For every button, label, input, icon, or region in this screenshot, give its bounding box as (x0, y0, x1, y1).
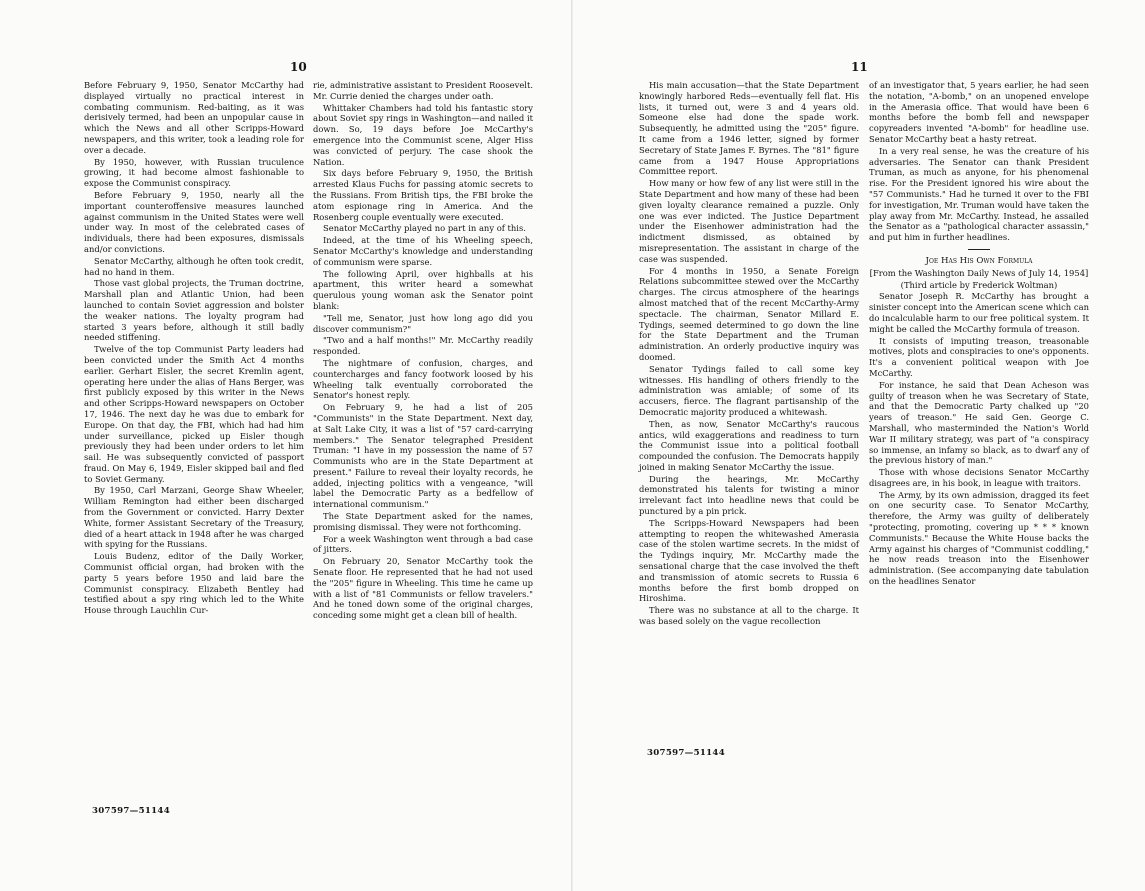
page-number-left: 10 (290, 60, 307, 74)
paragraph: There was no substance at all to the charge. It was based solely on the vague recollection (639, 605, 859, 627)
paragraph: Then, as now, Senator McCarthy's raucous antics, wild exaggerations and readiness to turn the Communist issue into a political football compounded the confusion. The Democrats happily joined in making Senator McCarthy the issue. (639, 418, 859, 472)
paragraph: Before February 9, 1950, Senator McCarthy had displayed virtually no practical interest in combating communism. Red-baiting, as it was derisively termed, had been an unpopular cause in which the News and all other Scripps-Howard newspapers, and this writer, took a leading role for over a decade. (84, 80, 304, 155)
paragraph: By 1950, Carl Marzani, George Shaw Wheeler, William Remington had either been discharged from the Government or convicted. Harry Dexter White, former Assistant Secretary of the Treasury, died of a heart attack in 1948 after he was charged with spying for the Russians. (84, 485, 304, 550)
paragraph: The nightmare of confusion, charges, and countercharges and fancy footwork loosed by his Wheeling talk eventually corroborated the Senator's honest reply. (313, 357, 533, 401)
paragraph: Whittaker Chambers had told his fantastic story about Soviet spy rings in Washington—and nailed it down. So, 19 days before Joe McCarthy's emergence into the Communist scene, Alger Hiss was convicted of perjury. The case shook the Nation. (313, 102, 533, 167)
left-page (0, 0, 572, 891)
paragraph: The Scripps-Howard Newspapers had been attempting to reopen the whitewashed Amerasia case of the stolen wartime secrets. In the midst of the Tydings inquiry, Mr. McCarthy made the sensational charge that the case involved the theft and transmission of atomic secrets to Russia 6 months before the first bomb dropped on Hiroshima. (639, 517, 859, 604)
article-source: [From the Washington Daily News of July 14, 1954] (869, 267, 1089, 278)
paragraph: During the hearings, Mr. McCarthy demonstrated his talents for twisting a minor irrelevant fact into headline news that could be punctured by a pin prick. (639, 473, 859, 517)
page-number-right: 11 (851, 60, 868, 74)
paragraph: Senator McCarthy played no part in any of this. (323, 223, 526, 234)
paragraph: The State Department asked for the names, promising dismissal. They were not forthcoming. (313, 511, 533, 532)
paragraph: In a very real sense, he was the creature of his adversaries. The Senator can thank President Truman, as much as anyone, for his phenomenal rise. For the President ignored his wire about the "57 Communists." Had he turned it over to the FBI for investigation, Mr. Truman would have taken the play away from Mr. McCarthy. Instead, he assailed the Senator as a "pathological character assassin," and put him in further headlines. (869, 145, 1089, 243)
print-signature-left: 307597—51144 (92, 806, 170, 816)
right-page-column-1 (639, 80, 859, 628)
paragraph: It consists of imputing treason, treasonable motives, plots and conspiracies to one's opponents. It's a convenient political weapon with Joe McCarthy. (869, 335, 1089, 378)
paragraph: Six days before February 9, 1950, the British arrested Klaus Fuchs for passing atomic secrets to the Russians. From British tips, the FBI broke the atom espionage ring in America. And the Rosenberg couple eventually were executed. (313, 168, 533, 222)
paragraph: Those vast global projects, the Truman doctrine, Marshall plan and Atlantic Union, had been launched to contain Soviet aggression and bolster the weaker nations. The loyalty program had started 3 years before, although it still badly needed stiffening. (84, 278, 304, 343)
paragraph: On February 9, he had a list of 205 "Communists" in the State Department. Next day, at Salt Lake City, it was a list of "57 card-carrying members." The Senator telegraphed President Truman: "I have in my possession the name of 57 Communists who are in the State Department at present." Failure to reveal their loyalty records, he added, injecting politics with a vengeance, "will label the Democratic Party as a bedfellow of international communism." (313, 402, 533, 510)
paragraph: Twelve of the top Communist Party leaders had been convicted under the Smith Act 4 months earlier. Gerhart Eisler, the secret Kremlin agent, operating here under the alias of Hans Berger, was first publicly exposed by this writer in the News and other Scripps-Howard newspapers on October 17, 1946. The next day he was due to embark for Europe. On that day, the FBI, which had had him under surveillance, picked up Eisler though previously they had been under orders to let him sail. He was subsequently convicted of passport fraud. On May 6, 1949, Eisler skipped bail and fled to Soviet Germany. (84, 344, 304, 484)
paragraph: "Two and a half months!" Mr. McCarthy readily responded. (313, 335, 533, 357)
article-heading: Joe Has His Own Formula (925, 255, 1033, 266)
paragraph: Senator Joseph R. McCarthy has brought a sinister concept into the American scene which can do incalculable harm to our free political system. It might be called the McCarthy formula of treason. (869, 291, 1089, 334)
paragraph: On February 20, Senator McCarthy took the Senate floor. He represented that he had not used the "205" figure in Wheeling. This time he came up with a list of "81 Communists or fellow travelers." And he toned down some of the original charges, conceding some might get a clean bill of health. (313, 556, 533, 621)
paragraph: The Army, by its own admission, dragged its feet on one security case. To Senator McCarthy, therefore, the Army was guilty of deliberately "protecting, promoting, covering up * * * known Communists." Because the White House backs the Army against his charges of "Communist coddling," he now reads treason into the Eisenhower administration. (See accompanying date tabulation on the headlines Senator (869, 489, 1089, 587)
paragraph: For instance, he said that Dean Acheson was guilty of treason when he was Secretary of State, and that the Democratic Party chalked up "20 years of treason." He said Gen. George C. Marshall, who masterminded the Nation's World War II military strategy, was part of "a conspiracy so immense, an infamy so black, as to dwarf any of the previous history of man." (869, 379, 1089, 466)
section-divider (968, 249, 990, 250)
paragraph: His main accusation—that the State Department knowingly harbored Reds—eventually fell flat. His lists, it turned out, were 3 and 4 years old. Someone else had done the spade work. Subsequently, he admitted using the "205" figure. It came from a 1946 letter, signed by former Secretary of State James F. Byrnes. The "81" figure came from a 1947 House Appropriations Committee report. (639, 80, 859, 177)
paragraph: Those with whose decisions Senator McCarthy disagrees are, in his book, in league with traitors. (869, 467, 1089, 488)
left-page-column-2 (313, 80, 533, 622)
right-page (573, 0, 1145, 891)
paragraph: Before February 9, 1950, nearly all the important counteroffensive measures launched against communism in the United States were well under way. In most of the celebrated cases of individuals, there had been exposures, dismissals and/or convictions. (84, 189, 304, 254)
article-byline: (Third article by Frederick Woltman) (900, 279, 1058, 290)
paragraph: The following April, over highballs at his apartment, this writer heard a somewhat querulous young woman ask the Senator point blank: (313, 268, 533, 311)
paragraph: How many or how few of any list were still in the State Department and how many of these had been given loyalty clearance remained a puzzle. Only one was ever indicted. The Justice Department under the Eisenhower administration had the indictment dismissed, as obtained by misrepresentation. The assistant in charge of the case was suspended. (639, 178, 859, 264)
left-page-column-1 (84, 80, 304, 617)
paragraph: Indeed, at the time of his Wheeling speech, Senator McCarthy's knowledge and understanding of communism were sparse. (313, 235, 533, 267)
paragraph: Senator Tydings failed to call some key witnesses. His handling of others friendly to the administration was amiable; of some of its accusers, fierce. The flagrant partisanship of the Democratic majority produced a whitewash. (639, 363, 859, 417)
paragraph: For 4 months in 1950, a Senate Foreign Relations subcommittee stewed over the McCarthy charges. The circus atmosphere of the hearings almost matched that of the recent McCarthy-Army spectacle. The chairman, Senator Millard E. Tydings, seemed determined to go down the line for the State Department and the Truman administration. An orderly productive inquiry was doomed. (639, 265, 859, 362)
paragraph: For a week Washington went through a bad case of jitters. (313, 533, 533, 555)
paragraph: By 1950, however, with Russian truculence growing, it had become almost fashionable to expose the Communist conspiracy. (84, 156, 304, 189)
right-page-column-2 (869, 80, 1089, 588)
paragraph: Senator McCarthy, although he often took credit, had no hand in them. (84, 255, 304, 277)
paragraph: of an investigator that, 5 years earlier, he had seen the notation, "A-bomb," on an unopened envelope in the Amerasia office. That would have been 6 months before the bomb fell and newspaper copyreaders invented "A-bomb" for headline use. Senator McCarthy beat a hasty retreat. (869, 80, 1089, 144)
print-signature-right: 307597—51144 (647, 748, 725, 758)
paragraph: Louis Budenz, editor of the Daily Worker, Communist official organ, had broken with the party 5 years before 1950 and laid bare the Communist conspiracy. Elizabeth Bentley had testified about a spy ring which led to the White House through Lauchlin Cur- (84, 551, 304, 616)
paragraph: rie, administrative assistant to President Roosevelt. Mr. Currie denied the charges under oath. (313, 80, 533, 101)
paragraph: "Tell me, Senator, just how long ago did you discover communism?" (313, 312, 533, 334)
